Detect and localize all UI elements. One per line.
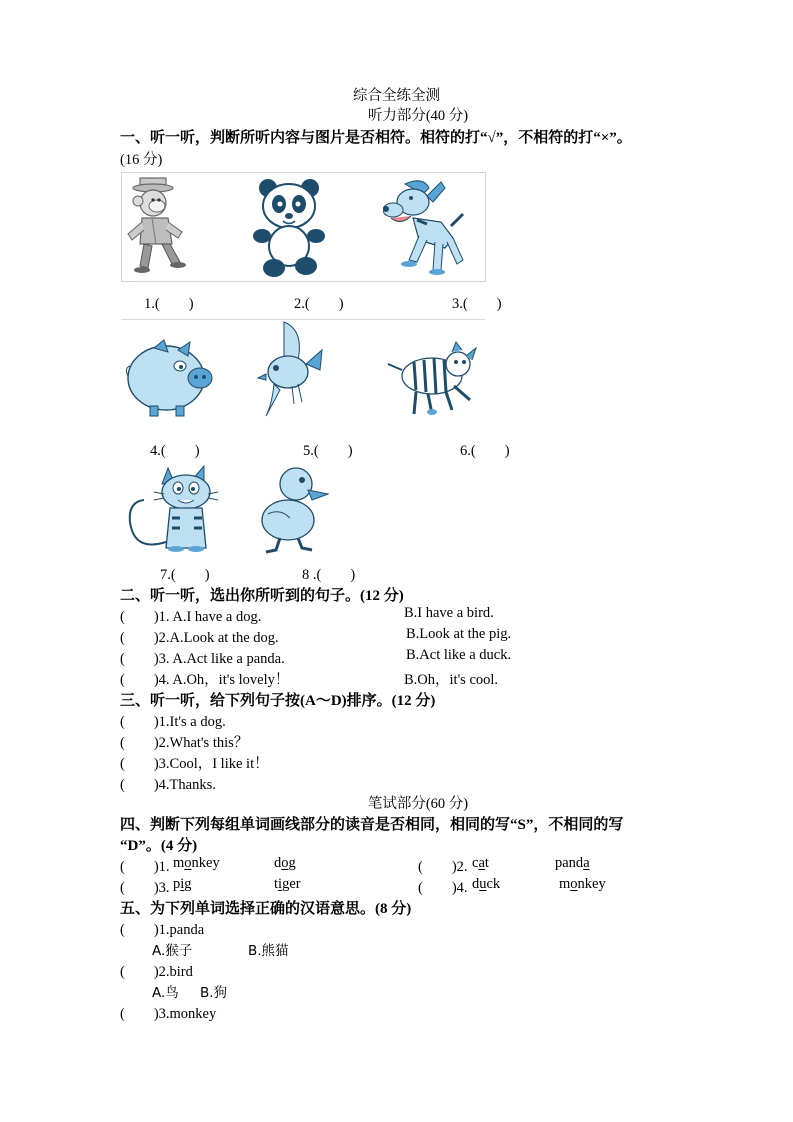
s3-item-4: ( )4.Thanks. <box>120 777 216 793</box>
s4-q3-word1: pig <box>173 876 192 892</box>
s3-item-1: ( )1.It's a dog. <box>120 714 226 730</box>
tiger-image <box>386 336 478 418</box>
bird-image <box>254 320 328 420</box>
s2-q2-option-b: B.Look at the pig. <box>406 626 512 642</box>
s5-q2-option-a: A.鸟 <box>152 985 179 1001</box>
s2-q4: ( )4. A.Oh，it's lovely！ <box>120 672 290 688</box>
section1-heading: 一、听一听，判断所听内容与图片是否相符。相符的打“√”，不相符的打“×”。 <box>120 130 632 146</box>
page-title: 综合全练全测 <box>353 88 440 104</box>
pig-image <box>124 332 216 420</box>
s5-q2-option-b: B.狗 <box>200 985 228 1001</box>
answer-label-7[interactable]: 7.( ) <box>160 567 210 583</box>
s2-q3-option-b: B.Act like a duck. <box>406 647 512 663</box>
answer-label-5[interactable]: 5.( ) <box>303 443 353 459</box>
listening-header: 听力部分(40 分) <box>367 108 469 124</box>
cat-image <box>124 462 220 554</box>
s4-q1-number: ( )1. <box>120 859 170 875</box>
s4-q3-number: ( )3. <box>120 880 170 896</box>
s3-item-3: ( )3.Cool，I like it！ <box>120 756 269 772</box>
s2-q4-option-b: B.Oh，it's cool. <box>404 672 499 688</box>
s4-q2-word1: cat <box>472 855 489 871</box>
s3-item-2: ( )2.What's this？ <box>120 735 249 751</box>
monkey-image <box>122 176 196 276</box>
s4-q4-number: ( )4. <box>418 880 468 896</box>
duck-image <box>256 462 332 554</box>
section3-heading: 三、听一听，给下列句子按(A～D)排序。(12 分) <box>120 693 436 709</box>
answer-label-2[interactable]: 2.( ) <box>294 296 344 312</box>
section4-heading-line1: 四、判断下列每组单词画线部分的读音是否相同，相同的写“S”，不相同的写 <box>120 817 624 833</box>
s4-q4-word2: monkey <box>559 876 606 892</box>
section5-heading: 五、为下列单词选择正确的汉语意思。(8 分) <box>120 901 412 917</box>
answer-label-4[interactable]: 4.( ) <box>150 443 200 459</box>
answer-label-1[interactable]: 1.( ) <box>144 296 194 312</box>
answer-label-6[interactable]: 6.( ) <box>460 443 510 459</box>
s4-q3-word2: tiger <box>274 876 301 892</box>
section2-heading: 二、听一听，选出你所听到的句子。(12 分) <box>120 588 404 604</box>
dog-image <box>383 176 467 276</box>
s5-q1-option-a: A.猴子 <box>152 943 193 959</box>
s4-q4-word1: duck <box>472 876 501 892</box>
s5-q1-option-b: B.熊猫 <box>248 943 289 959</box>
s5-q1: ( )1.panda <box>120 922 205 938</box>
s2-q2: ( )2.A.Look at the dog. <box>120 630 279 646</box>
s2-q1-option-b: B.I have a bird. <box>404 605 494 621</box>
section4-heading-line2: “D”。(4 分) <box>120 838 198 854</box>
s2-q3: ( )3. A.Act like a panda. <box>120 651 285 667</box>
written-header: 笔试部分(60 分) <box>367 796 469 812</box>
s5-q3: ( )3.monkey <box>120 1006 217 1022</box>
section1-points: (16 分) <box>120 152 163 168</box>
panda-image <box>252 176 326 278</box>
s5-q2: ( )2.bird <box>120 964 193 980</box>
s2-q1: ( )1. A.I have a dog. <box>120 609 262 625</box>
answer-label-8[interactable]: 8 .( ) <box>302 567 356 583</box>
s4-q1-word2: dog <box>274 855 296 871</box>
s4-q2-number: ( )2. <box>418 859 468 875</box>
s4-q1-word1: monkey <box>173 855 220 871</box>
answer-label-3[interactable]: 3.( ) <box>452 296 502 312</box>
s4-q2-word2: panda <box>555 855 590 871</box>
